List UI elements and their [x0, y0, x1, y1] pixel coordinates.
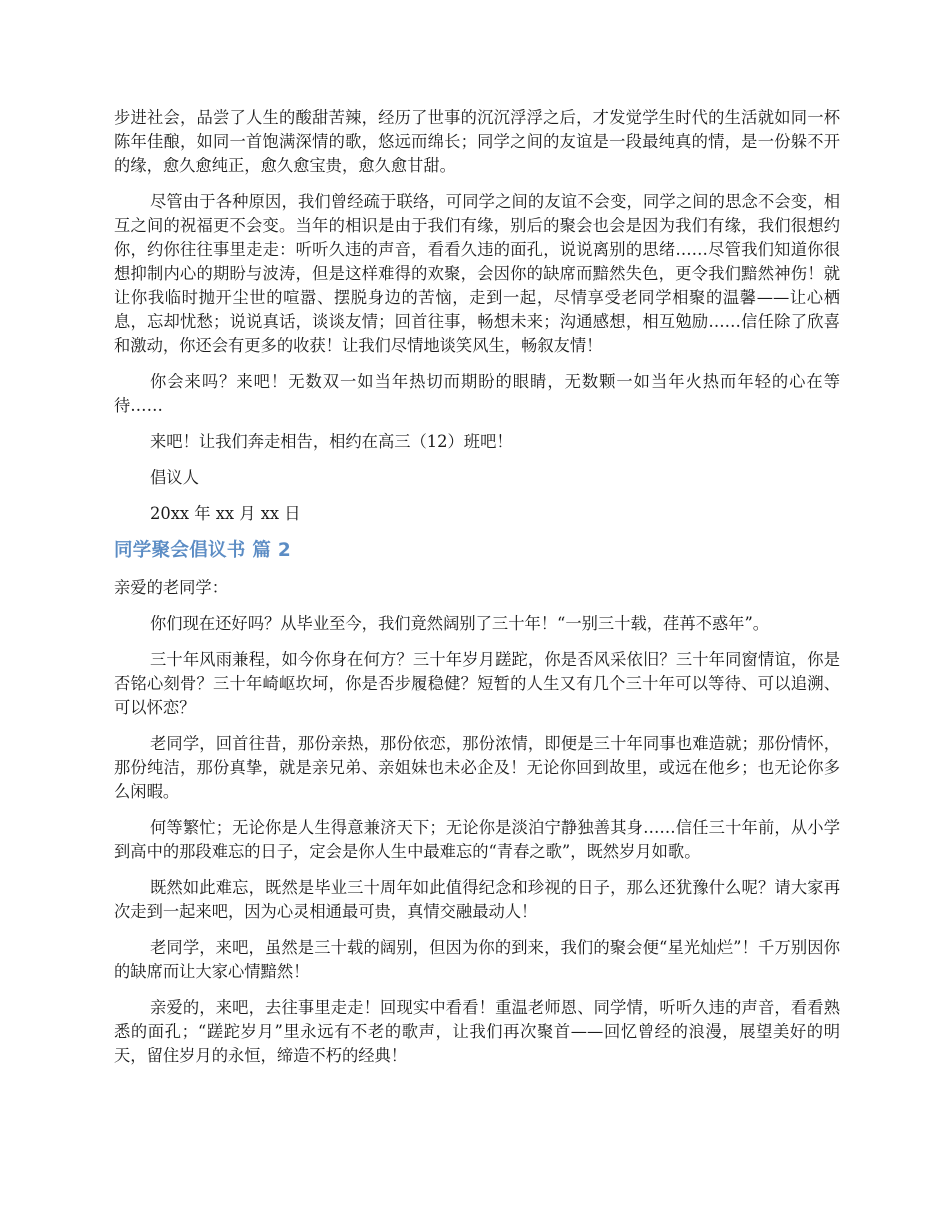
- section2-paragraph-4: 何等繁忙；无论你是人生得意兼济天下；无论你是淡泊宁静独善其身……信任三十年前，从小学到高中的那段难忘的日子，定会是你人生中最难忘的“青春之歌”，既然岁月如歌。: [114, 818, 840, 861]
- section2-paragraph-5: 既然如此难忘，既然是毕业三十周年如此值得纪念和珍视的日子，那么还犹豫什么呢？请大家再次走到一起来吧，因为心灵相通最可贵，真情交融最动人！: [114, 878, 840, 921]
- proposer-label: 倡议人: [150, 468, 199, 487]
- salutation: 亲爱的老同学：: [114, 578, 228, 597]
- paragraph-4: 来吧！让我们奔走相告，相约在高三（12）班吧！: [150, 432, 513, 451]
- paragraph-1: 步进社会，品尝了人生的酸甜苦辣，经历了世事的沉沉浮浮之后，才发觉学生时代的生活就如同一杯陈年佳酿，如同一首饱满深情的歌，悠远而绵长；同学之间的友谊是一段最纯真的情，是一份躲不开的缘，愈久愈纯正，愈久愈宝贵，愈久愈甘甜。: [114, 108, 840, 175]
- section2-paragraph-1: 你们现在还好吗？从毕业至今，我们竟然阔别了三十年！“一别三十载，荏苒不惑年”。: [150, 614, 770, 633]
- date-line: 20xx 年 xx 月 xx 日: [150, 504, 301, 523]
- section2-paragraph-2: 三十年风雨兼程，如今你身在何方？三十年岁月蹉跎，你是否风采依旧？三十年同窗情谊，你是否铭心刻骨？三十年崎岖坎坷，你是否步履稳健？短暂的人生又有几个三十年可以等待、可以追溯、可以怀恋？: [114, 650, 840, 717]
- paragraph-3: 你会来吗？来吧！无数双一如当年热切而期盼的眼睛，无数颗一如当年火热而年轻的心在等待……: [114, 372, 840, 415]
- paragraph-2: 尽管由于各种原因，我们曾经疏于联络，可同学之间的友谊不会变，同学之间的思念不会变，相互之间的祝福更不会变。当年的相识是由于我们有缘，别后的聚会也会是因为我们有缘，我们很想约你，约你往往事里走走：听听久违的声音，看看久违的面孔，说说离别的思绪……尽管我们知道你很想抑制内心的期盼与波涛，但是这样难得的欢聚，会因你的缺席而黯然失色，更令我们黯然神伤！就让你我临时抛开尘世的喧嚣、摆脱身边的苦恼，走到一起，尽情享受老同学相聚的温馨——让心栖息，忘却忧愁；说说真话，谈谈友情；回首往事，畅想未来；沟通感想，相互勉励……信任除了欣喜和激动，你还会有更多的收获！让我们尽情地谈笑风生，畅叙友情！: [114, 192, 840, 355]
- section2-paragraph-6: 老同学，来吧，虽然是三十载的阔别，但因为你的到来，我们的聚会便“星光灿烂”！千万别因你的缺席而让大家心情黯然！: [114, 938, 840, 981]
- document-page: [114, 106, 840, 1080]
- section2-paragraph-7: 亲爱的，来吧，去往事里走走！回现实中看看！重温老师恩、同学情，听听久违的声音，看看熟悉的面孔；“蹉跎岁月”里永远有不老的歌声，让我们再次聚首——回忆曾经的浪漫，展望美好的明天，留住岁月的永恒，缔造不朽的经典！: [114, 998, 840, 1065]
- section2-paragraph-3: 老同学，回首往昔，那份亲热，那份依恋，那份浓情，即便是三十年同事也难造就；那份情怀，那份纯洁，那份真挚，就是亲兄弟、亲姐妹也未必企及！无论你回到故里，或远在他乡；也无论你多么闲暇。: [114, 734, 840, 801]
- section-title: 同学聚会倡议书 篇 2: [114, 540, 292, 561]
